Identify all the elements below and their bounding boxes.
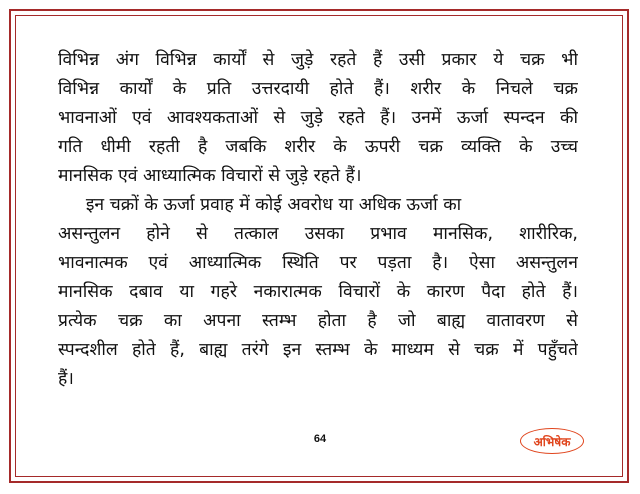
text-line: प्रत्येक चक्र का अपना स्तम्भ होता है जो बाह्य वातावरण से (58, 311, 578, 331)
text-line: भावनात्मक एवं आध्यात्मिक स्थिति पर पड़ता है। ऐसा असन्तुलन (58, 253, 578, 273)
text-line: मानसिक एवं आध्यात्मिक विचारों से जुड़े रहते हैं। (58, 166, 362, 186)
text-line: मानसिक दबाव या गहरे नकारात्मक विचारों के कारण पैदा होते हैं। (58, 282, 578, 302)
body-text (58, 46, 578, 394)
text-line: गति धीमी रहती है जबकि शरीर के ऊपरी चक्र व्यक्ति के उच्च (58, 137, 578, 157)
text-line: स्पन्दशील होते हैं, बाह्य तरंगे इन स्तम्भ के माध्यम से चक्र में पहुँचते (58, 340, 578, 360)
text-line: विभिन्न कार्यों के प्रति उत्तरदायी होते हैं। शरीर के निचले चक्र (58, 79, 578, 99)
page-number: 64 (313, 433, 327, 445)
paragraph-2 (58, 191, 578, 394)
text-line: हैं। (58, 369, 74, 389)
text-line: भावनाओं एवं आवश्यकताओं से जुड़े रहते हैं। उनमें ऊर्जा स्पन्दन की (58, 108, 578, 128)
author-stamp: अभिषेक (520, 428, 584, 454)
text-line: इन चक्रों के ऊर्जा प्रवाह में कोई अवरोध या अधिक ऊर्जा का (58, 195, 462, 215)
text-line: असन्तुलन होने से तत्काल उसका प्रभाव मानसिक, शारीरिक, (58, 224, 578, 244)
text-line: विभिन्न अंग विभिन्न कार्यों से जुड़े रहते हैं उसी प्रकार ये चक्र भी (58, 50, 578, 70)
paragraph-1 (58, 46, 578, 191)
